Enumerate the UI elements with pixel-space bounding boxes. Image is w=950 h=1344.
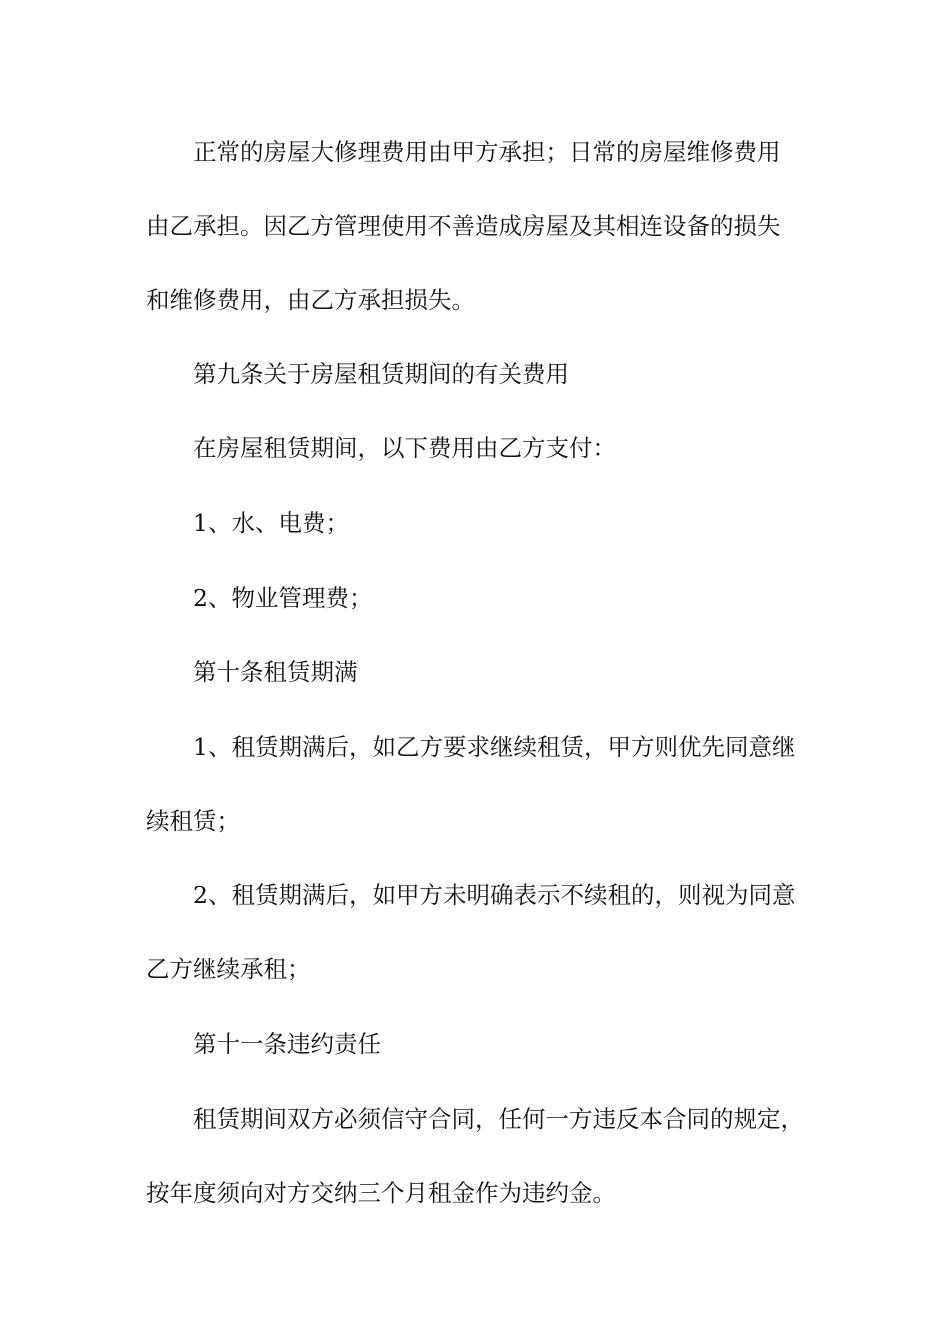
list-item: 1、水、电费； — [193, 509, 349, 537]
section-heading: 第十一条违约责任 — [193, 1030, 381, 1058]
paragraph-line: 和维修费用，由乙方承担损失。 — [146, 286, 475, 314]
paragraph-line: 租赁期间双方必须信守合同，任何一方违反本合同的规定， — [193, 1105, 804, 1133]
section-heading: 第十条租赁期满 — [193, 658, 358, 686]
section-heading: 第九条关于房屋租赁期间的有关费用 — [193, 360, 569, 388]
list-item: 2、租赁期满后，如甲方未明确表示不续租的，则视为同意 — [193, 881, 796, 909]
list-item: 1、租赁期满后，如乙方要求继续租赁，甲方则优先同意继 — [193, 733, 796, 761]
paragraph-line: 在房屋租赁期间，以下费用由乙方支付： — [193, 434, 616, 462]
paragraph-line: 乙方继续承租； — [146, 955, 311, 983]
paragraph-line: 按年度须向对方交纳三个月租金作为违约金。 — [146, 1179, 616, 1207]
paragraph-line: 续租赁； — [146, 807, 240, 835]
paragraph-line: 由乙承担。因乙方管理使用不善造成房屋及其相连设备的损失 — [146, 212, 781, 240]
list-item: 2、物业管理费； — [193, 584, 373, 612]
paragraph-line: 正常的房屋大修理费用由甲方承担；日常的房屋维修费用 — [193, 138, 781, 166]
